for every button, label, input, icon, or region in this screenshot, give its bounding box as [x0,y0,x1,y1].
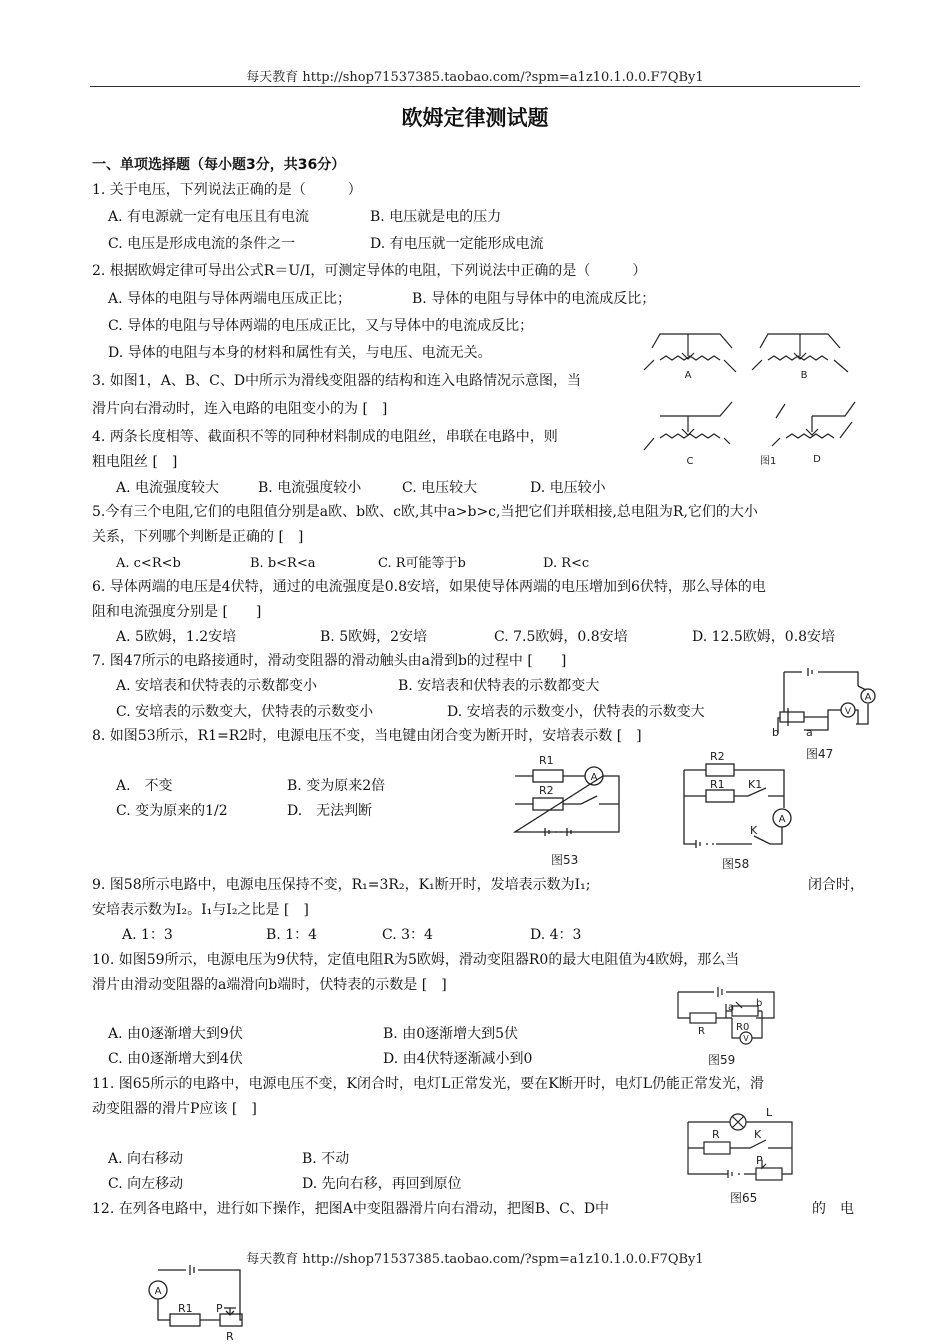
q9-line1: 9. 图58所示电路中，电源电压保持不变，R₁=3R₂，K₁断开时，发培表示数为I₁; [92,877,591,893]
q6-option-d: D. 12.5欧姆，0.8安培 [692,629,836,645]
q4-option-a: A. 电流强度较大 [116,480,220,496]
fig58-caption: 图58 [722,857,750,871]
q7-option-d: D. 安培表的示数变小，伏特表的示数变大 [447,704,705,720]
figure-65 [682,1104,800,1208]
figure-53 [505,748,635,872]
q4-option-b: B. 电流强度较小 [258,480,362,496]
fig65-label-p: P [756,1154,763,1167]
fig58-ammeter-label: A [778,814,786,825]
q11-line2: 动变阻器的滑片P应该 [ ] [92,1101,257,1117]
q11-line1: 11. 图65所示的电路中，电源电压不变，K闭合时，电灯L正常发光，要在K断开时，电灯L仍能正常发光，滑 [92,1076,765,1092]
q4-option-d: D. 电压较小 [530,480,606,496]
page-title: 欧姆定律测试题 [401,106,549,130]
figa-label-p: P [216,1302,223,1315]
q9-option-d: D. 4：3 [530,927,582,943]
q1-option-a: A. 有电源就一定有电压且有电流 [108,209,310,225]
fig58-label-r2: R2 [710,750,725,763]
fig47-voltmeter-label: V [844,707,852,717]
fig65-label-r: R [712,1128,720,1141]
fig58-label-k1: K1 [748,778,763,791]
q5-option-d: D. R<c [543,556,590,571]
fig1-label-b: B [800,370,808,381]
q8-option-a: A. 不变 [116,778,173,794]
q2-stem: 2. 根据欧姆定律可导出公式R＝U/I，可测定导体的电阻，下列说法中正确的是（ ） [92,263,647,279]
q1-stem: 1. 关于电压，下列说法正确的是（ ） [92,182,362,198]
q6-option-a: A. 5欧姆，1.2安培 [116,629,237,645]
q5-option-b: B. b<R<a [250,556,316,571]
fig59-label-a: a [728,1002,735,1013]
q4-line1: 4. 两条长度相等、截面积不等的同种材料制成的电阻丝，串联在电路中，则 [92,429,558,445]
figa-label-r: R [226,1330,234,1343]
page-header: 每天教育 http://shop71537385.taobao.com/?spm=a1z10.1.0.0.F7QBy1 [246,70,704,85]
fig53-label-r2: R2 [539,784,554,797]
q8-option-d: D. 无法判断 [287,803,373,819]
fig47-ammeter-label: A [864,692,872,703]
q12-line1-end: 的 电 [812,1201,854,1217]
fig47-caption: 图47 [806,747,834,761]
q7-option-a: A. 安培表和伏特表的示数都变小 [116,678,318,694]
q9-option-c: C. 3：4 [382,927,433,943]
figure-1 [640,326,865,474]
figure-a [140,1262,258,1344]
q9-option-b: B. 1：4 [266,927,318,943]
fig1-rheostat-a [644,334,736,372]
fig1-rheostat-b [752,334,848,372]
q7-option-b: B. 安培表和伏特表的示数都变大 [398,678,600,694]
fig59-voltmeter-label: V [743,1034,749,1043]
q11-option-a: A. 向右移动 [108,1151,184,1167]
fig65-caption: 图65 [730,1191,758,1205]
q5-option-a: A. c<R<b [116,556,181,571]
q1-option-c: C. 电压是形成电流的条件之一 [108,236,296,252]
fig65-label-lamp: L [766,1106,773,1119]
q6-line2: 阻和电流强度分别是 [ ] [92,604,262,620]
q2-option-d: D. 导体的电阻与本身的材料和属性有关，与电压、电流无关。 [108,345,492,361]
q9-line1-end: 闭合时， [808,877,864,893]
q10-option-d: D. 由4伏特逐渐减小到0 [383,1051,533,1067]
header-rule [90,86,860,87]
q7-stem: 7. 图47所示的电路接通时，滑动变阻器的滑动触头由a滑到b的过程中 [ ] [92,653,567,669]
q11-option-b: B. 不动 [302,1151,350,1167]
fig1-caption: 图1 [760,456,777,467]
q2-option-b: B. 导体的电阻与导体中的电流成反比； [412,291,656,307]
figure-58 [676,748,804,876]
figure-59 [670,982,782,1070]
fig1-label-c: C [686,456,694,467]
fig65-label-k: K [754,1128,762,1141]
q10-option-b: B. 由0逐渐增大到5伏 [383,1026,519,1042]
q6-line1: 6. 导体两端的电压是4伏特，通过的电流强度是0.8安培，如果使导体两端的电压增加到6伏特，那么导体的电 [92,579,766,595]
fig59-label-r: R [698,1026,705,1037]
q5-line2: 关系，下列哪个判断是正确的 [ ] [92,529,304,545]
q5-option-c: C. R可能等于b [378,556,466,571]
q12-line1: 12. 在列各电路中，进行如下操作，把图A中变阻器滑片向右滑动，把图B、C、D中 [92,1201,610,1217]
q4-option-c: C. 电压较大 [402,480,478,496]
fig59-label-r0: R0 [736,1022,750,1033]
q8-option-b: B. 变为原来2倍 [287,778,386,794]
fig1-label-a: A [684,370,692,381]
q11-option-d: D. 先向右移，再回到原位 [302,1176,462,1192]
q2-option-a: A. 导体的电阻与导体两端电压成正比； [108,291,352,307]
q9-option-a: A. 1：3 [122,927,173,943]
fig47-label-a: a [806,726,813,739]
q8-option-c: C. 变为原来的1/2 [116,803,228,819]
section-heading: 一、单项选择题（每小题3分，共36分） [92,157,346,173]
q11-option-c: C. 向左移动 [108,1176,184,1192]
fig47-label-b: b [772,726,779,739]
q10-option-c: C. 由0逐渐增大到4伏 [108,1051,243,1067]
q3-line1: 3. 如图1，A、B、C、D中所示为滑线变阻器的结构和连入电路情况示意图，当 [92,373,582,389]
fig1-label-d: D [813,454,821,465]
q7-option-c: C. 安培表的示数变大，伏特表的示数变小 [116,704,374,720]
figa-label-r1: R1 [178,1302,193,1315]
fig1-rheostat-d [772,402,855,446]
q8-stem: 8. 如图53所示，R1=R2时，电源电压不变，当电键由闭合变为断开时，安培表示数 [ ] [92,728,642,744]
q6-option-c: C. 7.5欧姆，0.8安培 [494,629,628,645]
fig59-label-b: b [756,998,763,1009]
q10-line1: 10. 如图59所示，电源电压为9伏特，定值电阻R为5欧姆，滑动变阻器R0的最大电阻值为4欧姆，那么当 [92,952,740,968]
fig53-caption: 图53 [551,853,579,867]
fig53-ammeter-label: A [590,772,598,783]
q1-option-b: B. 电压就是电的压力 [370,209,502,225]
q4-line2: 粗电阻丝 [ ] [92,454,178,470]
q10-option-a: A. 由0逐渐增大到9伏 [108,1026,243,1042]
fig53-label-r1: R1 [539,754,554,767]
q10-line2: 滑片由滑动变阻器的a端滑向b端时，伏特表的示数是 [ ] [92,977,447,993]
fig58-label-k: K [750,824,758,837]
fig1-rheostat-c [644,402,732,450]
fig58-label-r1: R1 [710,778,725,791]
q1-option-d: D. 有电压就一定能形成电流 [370,236,544,252]
page-footer: 每天教育 http://shop71537385.taobao.com/?spm=a1z10.1.0.0.F7QBy1 [246,1252,704,1267]
figa-ammeter-label: A [154,1286,162,1297]
fig59-caption: 图59 [708,1053,736,1067]
q2-option-c: C. 导体的电阻与导体两端的电压成正比，又与导体中的电流成反比； [108,318,534,334]
q9-line2: 安培表示数为I₂。I₁与I₂之比是 [ ] [92,902,309,918]
q5-line1: 5.今有三个电阻,它们的电阻值分别是a欧、b欧、c欧,其中a>b>c,当把它们并联相接,总电阻为R,它们的大小 [92,504,758,520]
q6-option-b: B. 5欧姆，2安培 [320,629,428,645]
q3-line2: 滑片向右滑动时，连入电路的电阻变小的为 [ ] [92,401,388,417]
